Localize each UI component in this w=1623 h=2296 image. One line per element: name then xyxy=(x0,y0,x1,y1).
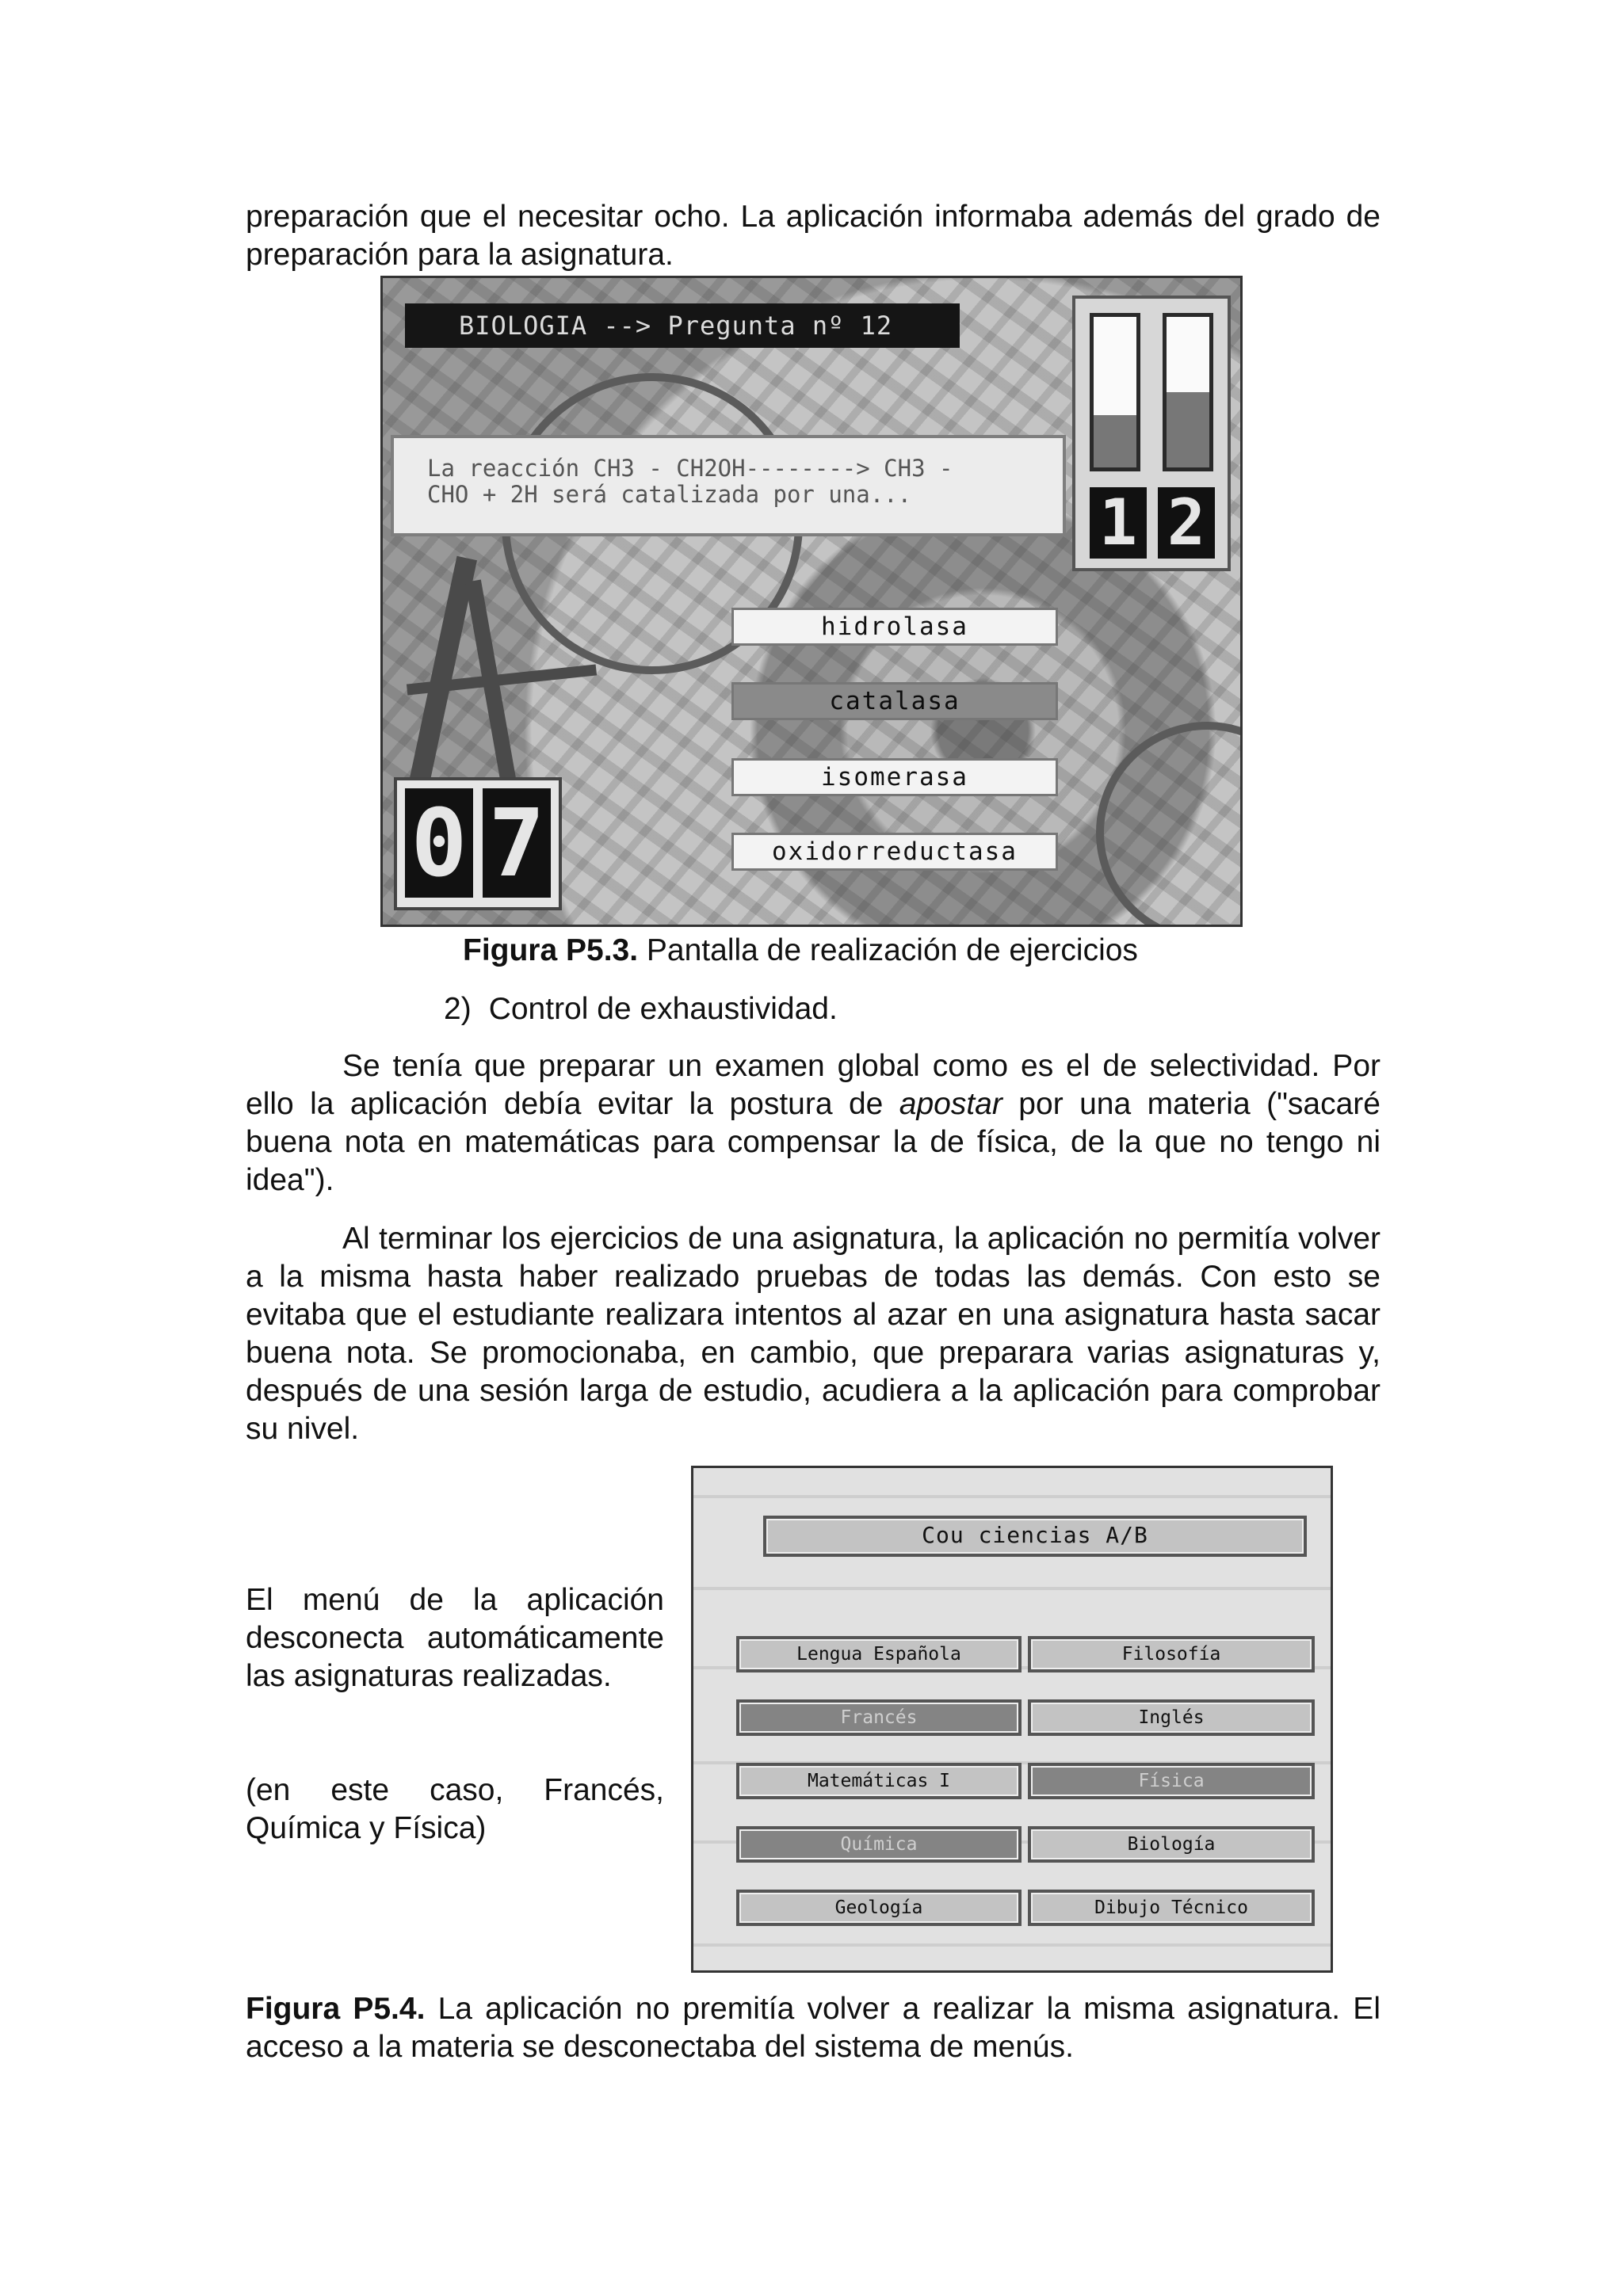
question-text-box xyxy=(391,435,1066,536)
background-decoration xyxy=(1096,722,1243,927)
background-text-ghost xyxy=(693,1587,1331,1590)
progress-fill-left xyxy=(1094,415,1136,468)
side-text: El menú de la aplicación desconecta automáticamente las asignaturas realizadas. xyxy=(246,1583,664,1693)
emphasis-text: apostar xyxy=(899,1087,1002,1121)
subject-button-biologia[interactable]: Biología xyxy=(1028,1826,1315,1863)
subject-menu-figure xyxy=(691,1466,1333,1973)
list-item xyxy=(444,990,838,1028)
question-line-2: CHO + 2H será catalizada por una... xyxy=(427,481,912,508)
progress-bar-left xyxy=(1090,313,1140,471)
question-title-bar: BIOLOGIA --> Pregunta nº 12 xyxy=(405,303,960,348)
subject-button-lengua[interactable]: Lengua Española xyxy=(736,1636,1022,1672)
background-text-ghost xyxy=(693,1495,1331,1498)
subject-button-frances[interactable]: Francés xyxy=(736,1699,1022,1736)
paragraph-selectividad xyxy=(246,1047,1381,1199)
subject-button-matematicas[interactable]: Matemáticas I xyxy=(736,1763,1022,1799)
figure-p5-4-caption xyxy=(246,1990,1381,2066)
caption-text: Pantalla de realización de ejercicios xyxy=(638,933,1138,967)
subject-button-fisica[interactable]: Física xyxy=(1028,1763,1315,1799)
background-text-ghost xyxy=(693,1943,1331,1947)
answer-option-2[interactable]: catalasa xyxy=(731,682,1058,720)
counter-digit-tens: 1 xyxy=(1090,487,1147,559)
paragraph-text: por una materia ("sacaré buena nota en matemáticas para compensar la de física, de la que no tengo ni idea"). xyxy=(246,1087,1381,1197)
list-item-number: 2) xyxy=(444,992,472,1026)
intro-paragraph: preparación que el necesitar ocho. La aplicación informaba además del grado de preparación para la asignatura. xyxy=(246,200,1381,272)
counter-digit-units: 2 xyxy=(1158,487,1215,559)
answer-option-1[interactable]: hidrolasa xyxy=(731,608,1058,646)
paragraph-terminar: Al terminar los ejercicios de una asignatura, la aplicación no permitía volver a la misma hasta haber realizado pruebas de todas las demás. Con esto se evitaba que el estudiante realizara intentos al azar en una asignatura hasta sacar buena nota. Se promocionaba, en cambio, que preparara varias asignaturas y, después de una sesión larga de estudio, acudiera a la aplicación para comprobar su nivel. xyxy=(246,1222,1381,1446)
caption-label: Figura P5.4. xyxy=(246,1992,426,2026)
timer-digit-units: 7 xyxy=(483,788,551,898)
subject-button-geologia[interactable]: Geología xyxy=(736,1890,1022,1926)
caption-label: Figura P5.3. xyxy=(463,933,639,967)
subject-button-quimica[interactable]: Química xyxy=(736,1826,1022,1863)
exercise-screen-figure xyxy=(380,276,1243,927)
question-line-1: La reacción CH3 - CH2OH--------> CH3 - xyxy=(427,455,953,482)
course-title-button[interactable]: Cou ciencias A/B xyxy=(763,1516,1307,1557)
question-counter-panel xyxy=(1072,296,1231,571)
progress-bar-right xyxy=(1163,313,1213,471)
answer-option-4[interactable]: oxidorreductasa xyxy=(731,833,1058,871)
side-note: (en este caso, Francés, Química y Física) xyxy=(246,1773,664,1845)
subject-button-dibujo[interactable]: Dibujo Técnico xyxy=(1028,1890,1315,1926)
answer-option-3[interactable]: isomerasa xyxy=(731,758,1058,796)
timer-display xyxy=(394,777,562,910)
subject-button-filosofia[interactable]: Filosofía xyxy=(1028,1636,1315,1672)
paragraph-text: Se tenía que preparar un examen global como es el de selectividad. Por ello la aplicación debía evitar la postura de xyxy=(246,1049,1381,1121)
timer-digit-tens: 0 xyxy=(405,788,473,898)
subject-button-ingles[interactable]: Inglés xyxy=(1028,1699,1315,1736)
progress-fill-right xyxy=(1167,392,1209,467)
figure-p5-3-caption xyxy=(463,932,1138,970)
list-item-text: Control de exhaustividad. xyxy=(488,992,838,1026)
caption-text: La aplicación no premitía volver a realizar la misma asignatura. El acceso a la materia se desconectaba del sistema de menús. xyxy=(246,1992,1381,2064)
